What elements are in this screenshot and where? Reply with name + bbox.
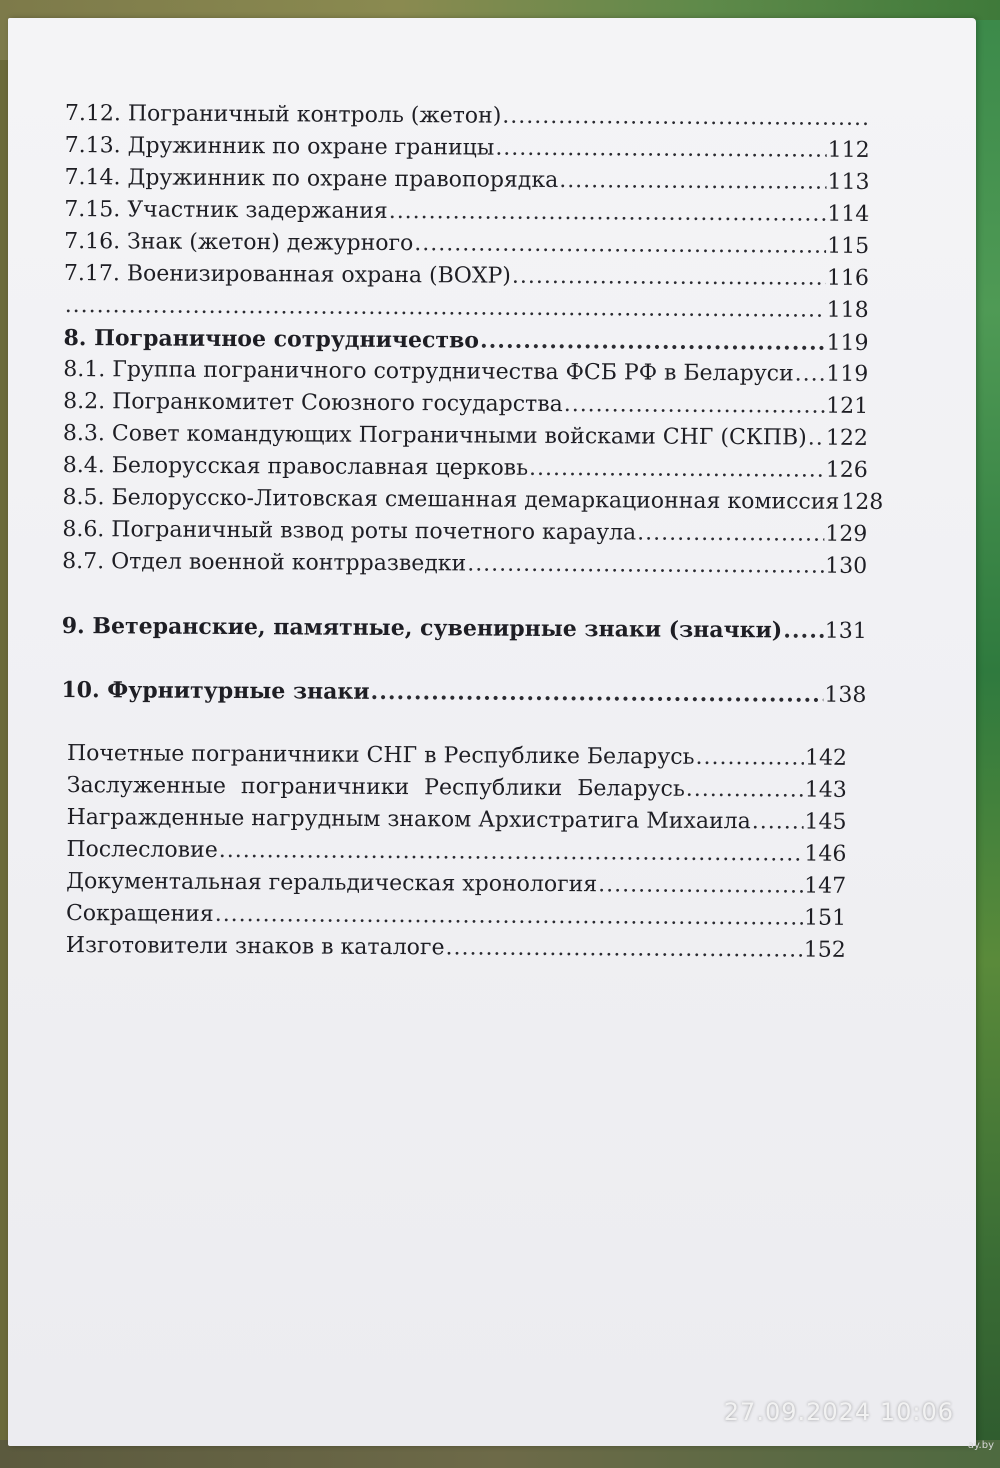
toc-entry-page: 147 <box>804 873 847 899</box>
toc-entry-page: 118 <box>826 297 869 323</box>
toc-heading-page: 138 <box>824 682 867 708</box>
toc-entry-page: 114 <box>827 201 870 227</box>
toc-entry-label: 7.12. Пограничный контроль (жетон) <box>64 100 502 129</box>
toc-heading-page: 131 <box>824 618 867 644</box>
toc-entry <box>64 162 869 199</box>
toc-entry-label: 7.16. Знак (жетон) дежурного <box>64 228 414 257</box>
toc-leader-dots <box>389 196 827 231</box>
toc-entry-page: 152 <box>803 937 846 963</box>
toc-entry <box>64 194 869 231</box>
toc-entry-page: 112 <box>827 137 870 163</box>
toc-entry-page: 130 <box>825 553 868 579</box>
toc-entry-label: 8.1. Группа пограничного сотрудничества ФСБ РФ в Беларуси <box>63 356 794 387</box>
toc-heading-label: 10. Фурнитурные знаки <box>61 676 370 705</box>
toc-entry <box>62 546 867 583</box>
toc-entry <box>65 98 870 135</box>
toc-entry-label: 7.14. Дружинник по охране правопорядка <box>64 164 559 194</box>
toc-entry-label: 7.15. Участник задержания <box>64 196 388 224</box>
toc-leader-dots <box>467 548 824 582</box>
toc-entry <box>63 354 868 391</box>
toc-entry-page: 143 <box>804 777 847 803</box>
toc-entry-label: Изготовители знаков в каталоге <box>65 933 445 961</box>
toc-leader-dots <box>65 290 826 327</box>
toc-entry <box>64 290 869 327</box>
toc-leader-dots <box>564 389 826 423</box>
toc-entry-label: 7.13. Дружинник по охране границы <box>64 132 495 161</box>
toc-entry-page: 145 <box>804 809 847 835</box>
toc-leader-dots <box>752 806 804 838</box>
toc-appendix <box>60 738 847 967</box>
toc-leader-dots <box>370 676 823 711</box>
toc-entry-page: 129 <box>825 521 868 547</box>
toc-leader-dots <box>215 899 803 935</box>
toc-entry <box>67 738 847 775</box>
toc-entry-label: Почетные пограничники СНГ в Республике Беларусь <box>66 741 695 770</box>
toc-entry-label: Послесловие <box>66 837 218 863</box>
toc-entry-page: 115 <box>827 233 870 259</box>
toc-entry <box>66 898 846 935</box>
toc-entry <box>67 802 847 839</box>
toc-entry <box>62 482 884 519</box>
toc-leader-dots <box>495 133 827 167</box>
toc-leader-dots <box>512 261 826 295</box>
toc-leader-dots <box>808 423 825 455</box>
toc-entry <box>63 450 868 487</box>
toc-leader-dots <box>529 453 825 487</box>
toc-heading <box>63 322 868 359</box>
site-watermark: ay.by <box>967 1440 994 1451</box>
toc-leader-dots <box>445 932 802 966</box>
toc-entry-page: 121 <box>826 393 869 419</box>
photo-timestamp: 27.09.2024 10:06 <box>723 1398 954 1426</box>
toc-entry-page: 113 <box>827 169 870 195</box>
toc-entry <box>64 226 869 263</box>
toc-entry-page: 146 <box>804 841 847 867</box>
toc-entry-label: 7.17. Военизированная охрана (ВОХР) <box>63 260 511 289</box>
toc-entry-page: 126 <box>825 457 868 483</box>
toc-entry <box>62 514 867 551</box>
toc-entry-label: 8.4. Белорусская православная церковь <box>62 452 529 481</box>
toc-leader-dots <box>480 325 826 359</box>
toc-leader-dots <box>686 774 804 807</box>
toc-entry <box>66 866 846 903</box>
toc-entry-label: Награжденные нагрудным знаком Архистратига Михаила <box>66 805 751 835</box>
toc-entry-page: 116 <box>826 265 869 291</box>
toc-heading-page: 119 <box>826 330 869 356</box>
toc-leader-dots <box>695 742 804 775</box>
toc-leader-dots <box>502 101 869 135</box>
spacer <box>61 642 866 679</box>
toc-entry <box>63 418 868 455</box>
toc-entry-page: 128 <box>841 489 884 516</box>
toc-heading-label: 9. Ветеранские, памятные, сувенирные знаки (значки) <box>61 612 783 644</box>
table-of-contents <box>60 98 884 967</box>
toc-entry <box>66 930 846 967</box>
toc-heading <box>62 610 867 647</box>
toc-leader-dots <box>783 614 824 646</box>
toc-leader-dots <box>637 518 824 551</box>
toc-entry-label: 8.7. Отдел военной контрразведки <box>62 548 467 577</box>
toc-entry-label: Документальная геральдическая хронология <box>66 869 598 898</box>
toc-leader-dots <box>559 165 826 199</box>
toc-entry-page: 142 <box>804 745 848 771</box>
toc-entry-page: 151 <box>803 905 847 931</box>
toc-entry <box>64 258 869 295</box>
toc-entry <box>65 130 870 167</box>
toc-heading-label: 8. Пограничное сотрудничество <box>63 324 480 354</box>
toc-entry-label: Сокращения <box>65 901 214 927</box>
toc-leader-dots <box>414 228 826 263</box>
toc-entry-page: 119 <box>826 361 869 387</box>
toc-entry-label: 8.3. Совет командующих Пограничными войсками СНГ (СКПВ) <box>62 420 807 451</box>
toc-entry <box>66 834 846 871</box>
toc-heading <box>61 674 866 711</box>
spacer <box>62 578 867 615</box>
toc-entry <box>67 770 847 807</box>
toc-entry <box>63 386 868 423</box>
toc-section-8 <box>62 322 884 583</box>
spacer <box>61 706 866 743</box>
toc-entry-label: Заслуженные пограничники Республики Беларусь <box>66 773 685 802</box>
toc-leader-dots <box>598 869 803 902</box>
toc-section-7 <box>64 98 870 327</box>
toc-entry-page: 122 <box>825 425 869 451</box>
toc-entry-label: 8.2. Погранкомитет Союзного государства <box>63 388 563 418</box>
toc-entry-label: 8.5. Белорусско-Литовская смешанная демаркационная комиссия <box>62 484 840 515</box>
toc-entry-label: 8.6. Пограничный взвод роты почетного караула <box>62 516 637 546</box>
toc-leader-dots <box>219 835 804 871</box>
toc-leader-dots <box>795 358 826 390</box>
